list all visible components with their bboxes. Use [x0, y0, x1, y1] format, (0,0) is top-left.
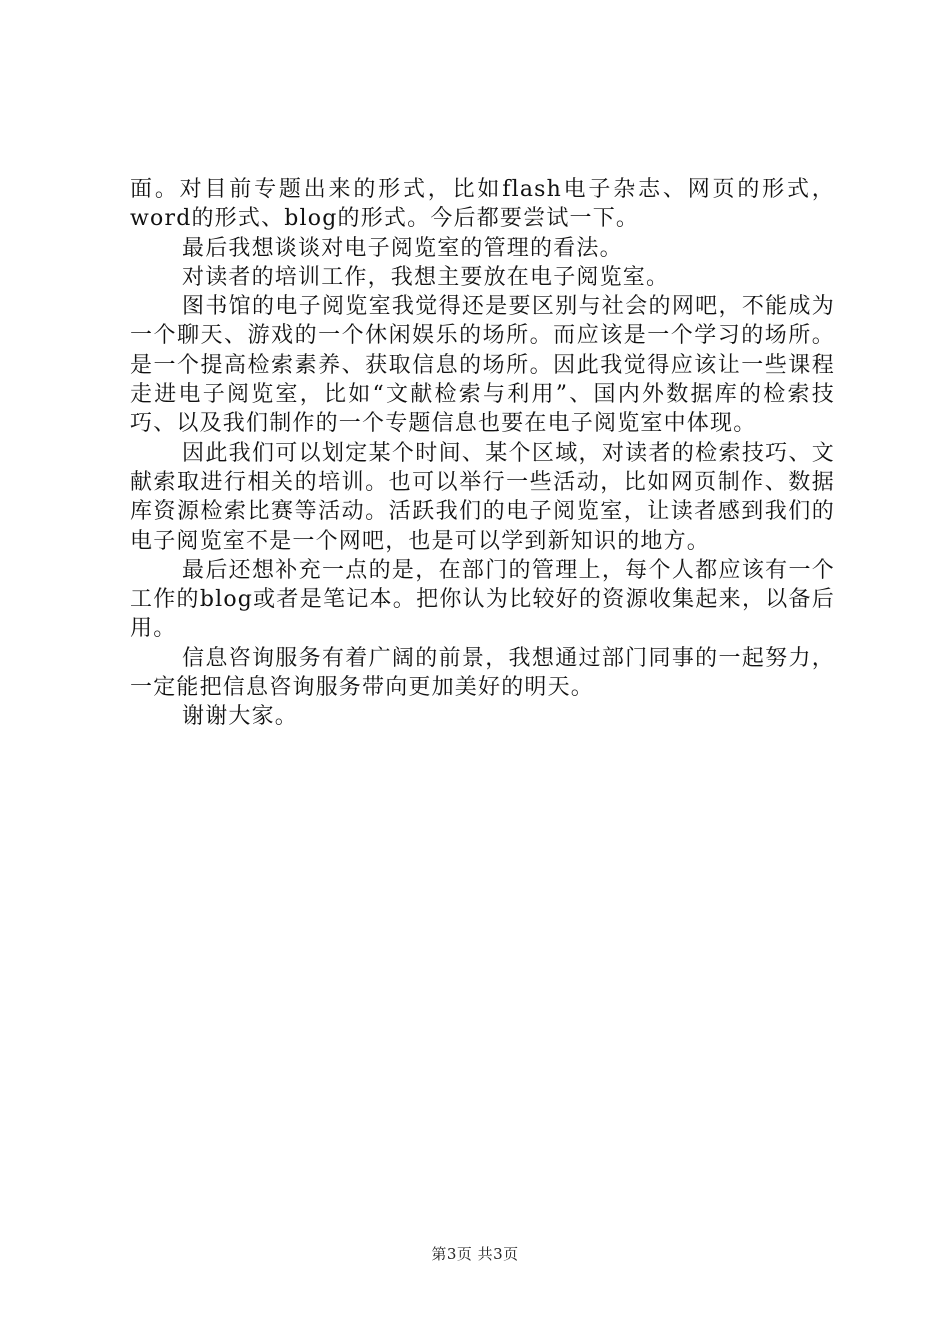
paragraph-thanks: 谢谢大家。 — [182, 704, 299, 730]
paragraph-reader-training: 对读者的培训工作，我想主要放在电子阅览室。 — [182, 264, 670, 290]
paragraph-outlook: 信息咨询服务有着广阔的前景，我想通过部门同事的一起努力，一定能把信息咨询服务带向更加美好的明天。 — [130, 645, 835, 701]
document-body — [130, 175, 835, 732]
paragraph-training-activities: 因此我们可以划定某个时间、某个区域，对读者的检索技巧、文献索取进行相关的培训。也可以举行一些活动，比如网页制作、数据库资源检索比赛等活动。活跃我们的电子阅览室，让读者感到我们的电子阅览室不是一个网吧，也是可以学到新知识的地方。 — [130, 440, 835, 554]
paragraph-reading-room: 图书馆的电子阅览室我觉得还是要区别与社会的网吧，不能成为一个聊天、游戏的一个休闲娱乐的场所。而应该是一个学习的场所。是一个提高检索素养、获取信息的场所。因此我觉得应该让一些课程走进电子阅览室，比如“文献检索与利用”、国内外数据库的检索技巧、以及我们制作的一个专题信息也要在电子阅览室中体现。 — [130, 294, 835, 437]
paragraph-department-management: 最后还想补充一点的是，在部门的管理上，每个人都应该有一个工作的blog或者是笔记本。把你认为比较好的资源收集起来，以备后用。 — [130, 557, 835, 642]
paragraph-management-intro: 最后我想谈谈对电子阅览室的管理的看法。 — [182, 235, 623, 261]
paragraph-continuation: 面。对目前专题出来的形式，比如flash电子杂志、网页的形式，word的形式、blog的形式。今后都要尝试一下。 — [130, 177, 835, 232]
page-number-footer: 第3页 共3页 — [431, 1245, 519, 1263]
